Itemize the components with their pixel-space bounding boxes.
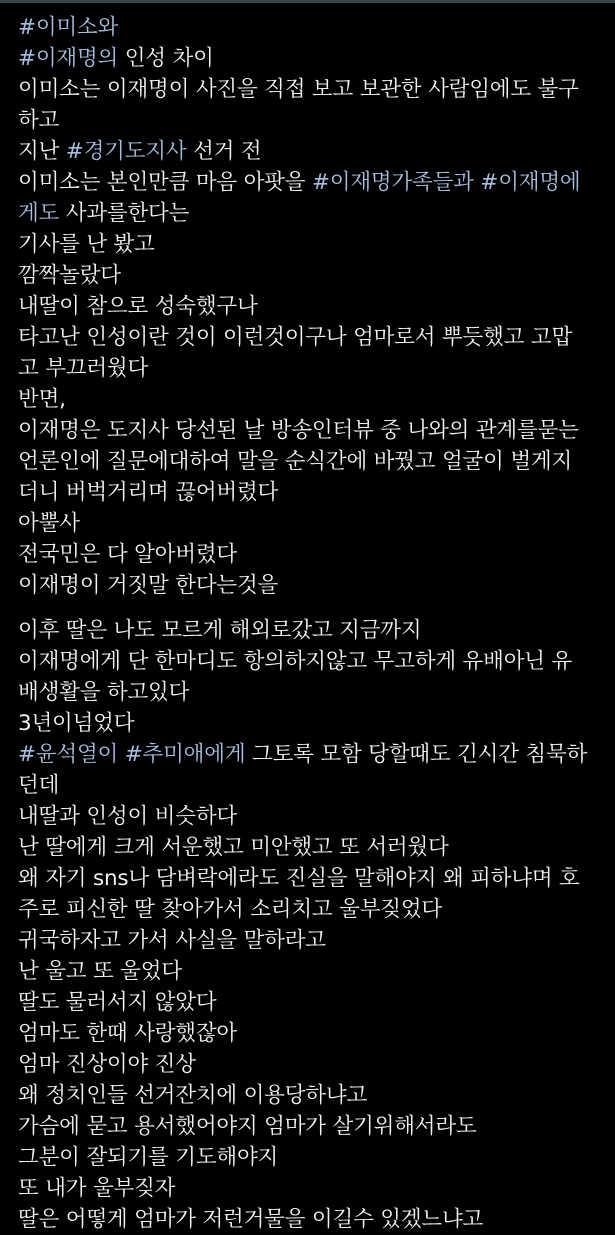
post-text: 주로 피신한 딸 찾아가서 소리치고 울부짖었다	[18, 897, 442, 922]
post-line	[18, 615, 610, 646]
post-text: 난 울고 또 울었다	[18, 959, 182, 984]
post-line	[18, 539, 610, 570]
hashtag-link[interactable]: #추미애에게	[124, 742, 246, 767]
post-text: 더니 버벅거리며 끊어버렸다	[18, 480, 279, 505]
post-text: 귀국하자고 가서 사실을 말하라고	[18, 928, 326, 953]
post-text: 던데	[18, 773, 60, 798]
post-text: 이후 딸은 나도 모르게 해외로갔고 지금까지	[18, 618, 422, 643]
hashtag-link[interactable]: #이미소와	[18, 15, 119, 40]
post-text: 이미소는 이재명이 사진을 직접 보고 보관한 사람임에도 불구	[18, 77, 579, 102]
post-text: 이재명은 도지사 당선된 날 방송인터뷰 중 나와의 관계를묻는	[18, 418, 579, 443]
post-text: 타고난 인성이란 것이 이런것이구나 엄마로서 뿌듯했고 고맙	[18, 325, 573, 350]
post-line	[18, 12, 610, 43]
post-text: 하고	[18, 108, 60, 133]
post-line	[18, 198, 610, 229]
hashtag-link[interactable]: #이재명가족들과	[311, 170, 474, 195]
post-line	[18, 1049, 610, 1080]
post-line	[18, 1204, 610, 1235]
post-text: 그토록 모함 당할때도 긴시간 침묵하	[245, 742, 588, 767]
post-line	[18, 925, 610, 956]
post-text: 이미소는 본인만큼 마음 아팟을	[18, 170, 312, 195]
post-line	[18, 1173, 610, 1204]
post-text: 왜 자기 sns나 담벼락에라도 진실을 말해야지 왜 피하냐며 호	[18, 866, 580, 891]
post-line	[18, 415, 610, 446]
top-edge-bar	[0, 0, 615, 3]
post-text: 사과를한다는	[59, 201, 190, 226]
post-line	[18, 322, 610, 353]
post-line	[18, 291, 610, 322]
post-text: 고 부끄러웠다	[18, 356, 149, 381]
post-line	[18, 1018, 610, 1049]
post-text: 지난	[18, 139, 66, 164]
post-text: 언론인에 질문에대하여 말을 순식간에 바꿨고 얼굴이 벌게지	[18, 449, 573, 474]
post-text: 내딸이 참으로 성숙했구나	[18, 294, 258, 319]
post-line	[18, 105, 610, 136]
post-line	[18, 956, 610, 987]
hashtag-link[interactable]: #이재명에	[480, 170, 581, 195]
post-text: 난 딸에게 크게 서운했고 미안했고 또 서러웠다	[18, 835, 449, 860]
post-line	[18, 1142, 610, 1173]
post-line	[18, 646, 610, 677]
post-text: 깜짝놀랐다	[18, 263, 121, 288]
post-line	[18, 832, 610, 863]
post-line	[18, 739, 610, 770]
post-text: 딸은 어떻게 엄마가 저런거물을 이길수 있겠느냐고	[18, 1207, 484, 1232]
post-line	[18, 74, 610, 105]
post-text: 딸도 물러서지 않았다	[18, 990, 217, 1015]
post-line	[18, 863, 610, 894]
post-line	[18, 1111, 610, 1142]
post-text: 이재명이 거짓말 한다는것을	[18, 573, 279, 598]
post-text: 또 내가 울부짖자	[18, 1176, 176, 1201]
post-text: 반면,	[18, 387, 66, 412]
post-text: 아뿔사	[18, 511, 80, 536]
post-line	[18, 677, 610, 708]
post-line	[18, 260, 610, 291]
post-text: 그분이 잘되기를 기도해야지	[18, 1145, 279, 1170]
post-text: 기사를 난 봤고	[18, 232, 155, 257]
post-text: 내딸과 인성이 비슷하다	[18, 804, 237, 829]
post-line	[18, 384, 610, 415]
post-line	[18, 987, 610, 1018]
post-line	[18, 353, 610, 384]
post-line	[18, 477, 610, 508]
post-text: 선거 전	[186, 139, 262, 164]
hashtag-link[interactable]: #경기도지사	[65, 139, 187, 164]
hashtag-link[interactable]: #이재명의	[18, 46, 119, 71]
post-line	[18, 167, 610, 198]
post-text	[118, 742, 125, 767]
post-line	[18, 708, 610, 739]
post-line	[18, 136, 610, 167]
post-line	[18, 570, 610, 601]
post-line	[18, 1080, 610, 1111]
post-line	[18, 770, 610, 801]
post-body	[18, 12, 610, 1235]
post-line	[18, 894, 610, 925]
post-text: 가슴에 묻고 용서했어야지 엄마가 살기위해서라도	[18, 1114, 477, 1139]
post-line	[18, 446, 610, 477]
post-text: 이재명에게 단 한마디도 항의하지않고 무고하게 유배아닌 유	[18, 649, 573, 674]
post-line	[18, 43, 610, 74]
post-text: 엄마 진상이야 진상	[18, 1052, 196, 1077]
hashtag-link[interactable]: 게도	[18, 201, 60, 226]
post-text: 엄마도 한때 사랑했잖아	[18, 1021, 237, 1046]
hashtag-link[interactable]: #윤석열이	[18, 742, 119, 767]
post-text: 3년이넘었다	[18, 711, 135, 736]
post-text: 왜 정치인들 선거잔치에 이용당하냐고	[18, 1083, 368, 1108]
post-text: 배생활을 하고있다	[18, 680, 190, 705]
post-text: 전국민은 다 알아버렸다	[18, 542, 237, 567]
post-line	[18, 229, 610, 260]
post-line	[18, 801, 610, 832]
post-line	[18, 508, 610, 539]
post-text: 인성 차이	[118, 46, 214, 71]
